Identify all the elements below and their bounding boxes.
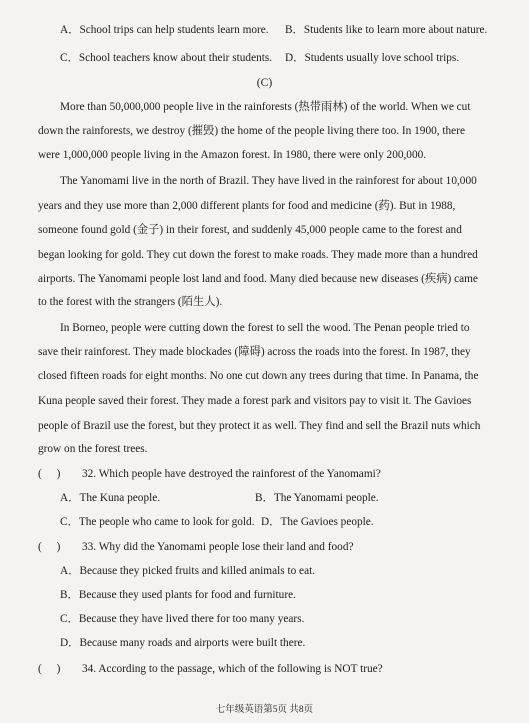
option-c: C．School teachers know about their students. <box>60 52 273 64</box>
passage-line: airports. The Yanomami people lost land and food. Many died because new diseases (疾病) came <box>38 273 478 285</box>
passage-line: The Yanomami live in the north of Brazil. They have lived in the rainforest for about 10,000 <box>60 175 477 187</box>
passage-line: Kuna people saved their forest. They made a forest park and visitors pay to visit it. The Gavioes <box>38 395 472 407</box>
option-b: B．Because they used plants for food and furniture. <box>60 589 296 601</box>
option-a: A．School trips can help students learn more. <box>60 24 269 36</box>
answer-blank: ( ) <box>38 541 67 553</box>
question-34 <box>0 659 529 679</box>
passage-line: years and they use more than 2,000 different plants for food and medicine (药). But in 1988, <box>38 200 456 212</box>
page-footer: 七年级英语第5页 共8页 <box>215 705 314 715</box>
passage-line: began looking for gold. They cut down the forest to make roads. They made more than a hundred <box>38 249 478 261</box>
option-b: B．The Yanomami people. <box>255 492 379 504</box>
option-a: A．The Kuna people. <box>60 492 161 504</box>
passage-line: were 1,000,000 people living in the Amazon forest. In 1980, there were only 200,000. <box>38 149 427 161</box>
option-a: A．Because they picked fruits and killed animals to eat. <box>60 565 316 577</box>
question-33 <box>0 537 529 557</box>
option-d: D．The Gavioes people. <box>261 516 374 528</box>
answer-blank: ( ) <box>38 468 67 480</box>
question-32 <box>0 464 529 484</box>
passage-line: down the rainforests, we destroy (摧毁) the home of the people living there too. In 1900, there <box>38 125 465 137</box>
passage-line: closed fifteen roads for eight months. No one cut down any trees during that time. In Panama, the <box>38 370 479 382</box>
prev-options-row-1 <box>0 20 529 40</box>
passage-line: grow on the forest trees. <box>38 443 148 455</box>
passage-line: someone found gold (金子) in their forest, and suddenly 45,000 people came to the forest and <box>38 224 462 236</box>
prev-options-row-2 <box>0 48 529 68</box>
q33-option-a-row <box>0 561 529 581</box>
q33-option-c-row <box>0 609 529 629</box>
option-b: B．Students like to learn more about nature. <box>285 24 488 36</box>
question-stem: 34. According to the passage, which of the following is NOT true? <box>82 663 383 675</box>
passage-line: people of Brazil use the forest, but they protect it as well. They find and sell the Brazil nuts which <box>38 420 481 432</box>
passage-line: save their rainforest. They made blockades (障碍) across the roads into the forest. In 1987, they <box>38 346 471 358</box>
option-c: C．Because they have lived there for too many years. <box>60 613 305 625</box>
option-d: D．Because many roads and airports were built there. <box>60 637 306 649</box>
q32-options-row-2 <box>0 512 529 532</box>
answer-blank: ( ) <box>38 663 67 675</box>
passage-line: More than 50,000,000 people live in the rainforests (热带雨林) of the world. When we cut <box>60 101 471 113</box>
question-stem: 32. Which people have destroyed the rainforest of the Yanomami? <box>82 468 381 480</box>
section-title: (C) <box>256 76 273 89</box>
option-c: C．The people who came to look for gold. <box>60 516 255 528</box>
q32-options-row-1 <box>0 488 529 508</box>
q33-option-b-row <box>0 585 529 605</box>
option-d: D．Students usually love school trips. <box>285 52 460 64</box>
question-stem: 33. Why did the Yanomami people lose their land and food? <box>82 541 354 553</box>
q33-option-d-row <box>0 633 529 653</box>
passage-line: In Borneo, people were cutting down the forest to sell the wood. The Penan people tried to <box>60 322 470 334</box>
passage-line: to the forest with the strangers (陌生人). <box>38 296 223 308</box>
